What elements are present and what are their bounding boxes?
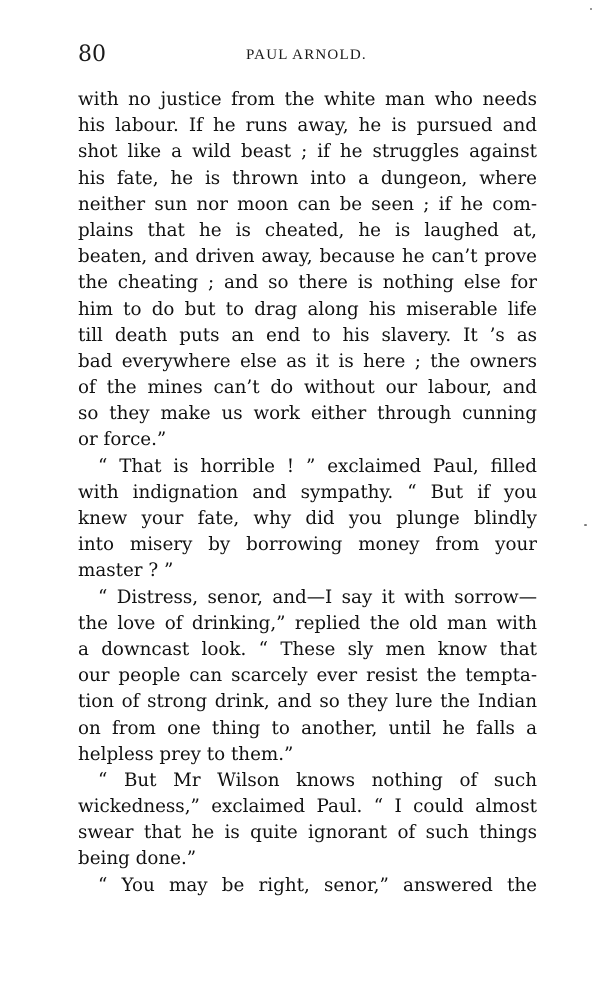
text-line: tion of strong drink, and so they lure the Indian: [78, 691, 537, 713]
text-line: of the mines can’t do without our labour, and: [78, 377, 537, 399]
text-line: the cheating ; and so there is nothing else for: [78, 272, 537, 294]
text-line: swear that he is quite ignorant of such things: [78, 822, 537, 844]
text-line: shot like a wild beast ; if he struggles against: [78, 141, 537, 163]
text-line: till death puts an end to his slavery. It ’s as: [78, 324, 537, 346]
text-line: into misery by borrowing money from your: [78, 534, 537, 556]
text-line: him to do but to drag along his miserable life: [78, 298, 537, 320]
text-line: master ? ”: [78, 560, 174, 582]
text-line: with no justice from the white man who needs: [78, 89, 537, 110]
text-line: bad everywhere else as it is here ; the owners: [78, 350, 537, 372]
paper-speck: [590, 8, 592, 10]
text-line: his fate, he is thrown into a dungeon, where: [78, 167, 537, 189]
text-line: “ Distress, senor, and—I say it with sorrow—: [98, 586, 537, 608]
text-line: “ That is horrible ! ” exclaimed Paul, filled: [98, 455, 537, 477]
text-line: helpless prey to them.”: [78, 743, 294, 765]
page-header: [78, 42, 537, 70]
text-line: or force.”: [78, 429, 167, 451]
text-line: knew your fate, why did you plunge blindly: [78, 508, 537, 529]
text-line: “ You may be right, senor,” answered the: [98, 874, 537, 896]
text-line: beaten, and driven away, because he can’t prove: [78, 246, 537, 268]
running-title: PAUL ARNOLD.: [246, 47, 367, 63]
text-line: our people can scarcely ever resist the tempta-: [78, 665, 537, 687]
text-line: so they make us work either through cunning: [78, 403, 537, 425]
body-text: [78, 87, 537, 899]
text-line: with indignation and sympathy. “ But if you: [78, 481, 537, 503]
text-line: neither sun nor moon can be seen ; if he com-: [78, 193, 537, 215]
page-number: 80: [78, 42, 106, 67]
text-line: on from one thing to another, until he falls a: [78, 717, 537, 739]
text-line: wickedness,” exclaimed Paul. “ I could almost: [78, 796, 537, 818]
paper-speck: [584, 524, 587, 526]
text-line: a downcast look. “ These sly men know that: [78, 638, 537, 660]
text-line: his labour. If he runs away, he is pursued and: [78, 115, 537, 137]
text-line: the love of drinking,” replied the old man with: [78, 612, 537, 634]
text-line: being done.”: [78, 848, 197, 870]
text-line: “ But Mr Wilson knows nothing of such: [98, 769, 537, 791]
text-line: plains that he is cheated, he is laughed at,: [78, 219, 537, 241]
